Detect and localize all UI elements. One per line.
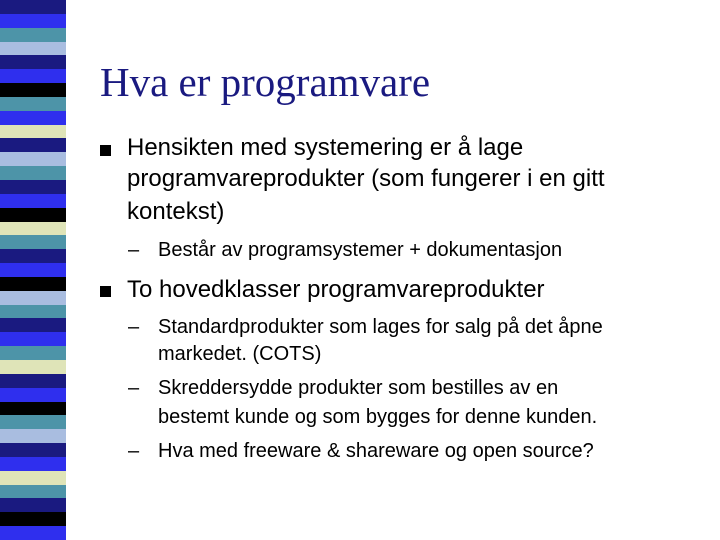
stripe-block [0, 291, 66, 305]
stripe-block [0, 360, 66, 374]
stripe-block [0, 69, 66, 83]
stripe-block [0, 138, 66, 152]
stripe-block [0, 457, 66, 471]
sub-bullet-text: bestemt kunde og som bygges for denne kunden. [158, 406, 598, 428]
stripe-block [0, 498, 66, 512]
stripe-block [0, 263, 66, 277]
stripe-block [0, 332, 66, 346]
stripe-block [0, 429, 66, 443]
stripe-block [0, 83, 66, 97]
stripe-block [0, 0, 66, 14]
sub-bullet-1-1 [128, 238, 708, 263]
stripe-block [0, 208, 66, 222]
stripe-block [0, 485, 66, 499]
stripe-block [0, 222, 66, 236]
stripe-block [0, 55, 66, 69]
stripe-block [0, 374, 66, 388]
stripe-block [0, 443, 66, 457]
stripe-block [0, 152, 66, 166]
dash-marker: – [128, 239, 140, 261]
stripe-block [0, 388, 66, 402]
stripe-block [0, 180, 66, 194]
stripe-block [0, 277, 66, 291]
bullet-square-icon [100, 286, 111, 297]
stripe-block [0, 97, 66, 111]
stripe-block [0, 111, 66, 125]
bullet-2-line-1: To hovedklasser programvareprodukter [127, 276, 545, 303]
stripe-block [0, 512, 66, 526]
bullet-1-line-3: kontekst) [127, 198, 225, 225]
stripe-block [0, 235, 66, 249]
dash-marker: – [128, 440, 140, 462]
slide-title: Hva er programvare [100, 59, 431, 105]
stripe-block [0, 14, 66, 28]
bullet-square-icon [100, 145, 111, 156]
sub-bullet-text: Består av programsystemer + dokumentasjon [158, 239, 563, 261]
sub-bullet-text: Skreddersydde produkter som bestilles av en [158, 377, 559, 399]
sub-bullet-2-3 [128, 439, 708, 464]
dash-marker: – [128, 316, 140, 338]
stripe-block [0, 28, 66, 42]
stripe-block [0, 166, 66, 180]
stripe-block [0, 526, 66, 540]
bullet-1-line-2: programvareprodukter (som fungerer i en gitt [127, 165, 605, 192]
stripe-block [0, 194, 66, 208]
stripe-block [0, 471, 66, 485]
sub-bullet-2-1-line-2 [128, 342, 708, 367]
decorative-color-stripe [0, 0, 66, 540]
stripe-block [0, 249, 66, 263]
stripe-block [0, 346, 66, 360]
stripe-block [0, 415, 66, 429]
sub-bullet-2-2-line-1 [128, 376, 708, 401]
sub-bullet-text: Standardprodukter som lages for salg på det åpne [158, 316, 603, 338]
bullet-1-line-1: Hensikten med systemering er å lage [127, 134, 524, 161]
sub-bullet-text: markedet. (COTS) [158, 343, 322, 365]
stripe-block [0, 125, 66, 139]
sub-bullet-2-2-line-2 [128, 405, 708, 430]
stripe-block [0, 318, 66, 332]
sub-bullet-text: Hva med freeware & shareware og open source? [158, 440, 594, 462]
sub-bullet-2-1-line-1 [128, 315, 708, 340]
stripe-block [0, 42, 66, 56]
stripe-block [0, 402, 66, 416]
stripe-block [0, 305, 66, 319]
dash-marker: – [128, 377, 140, 399]
